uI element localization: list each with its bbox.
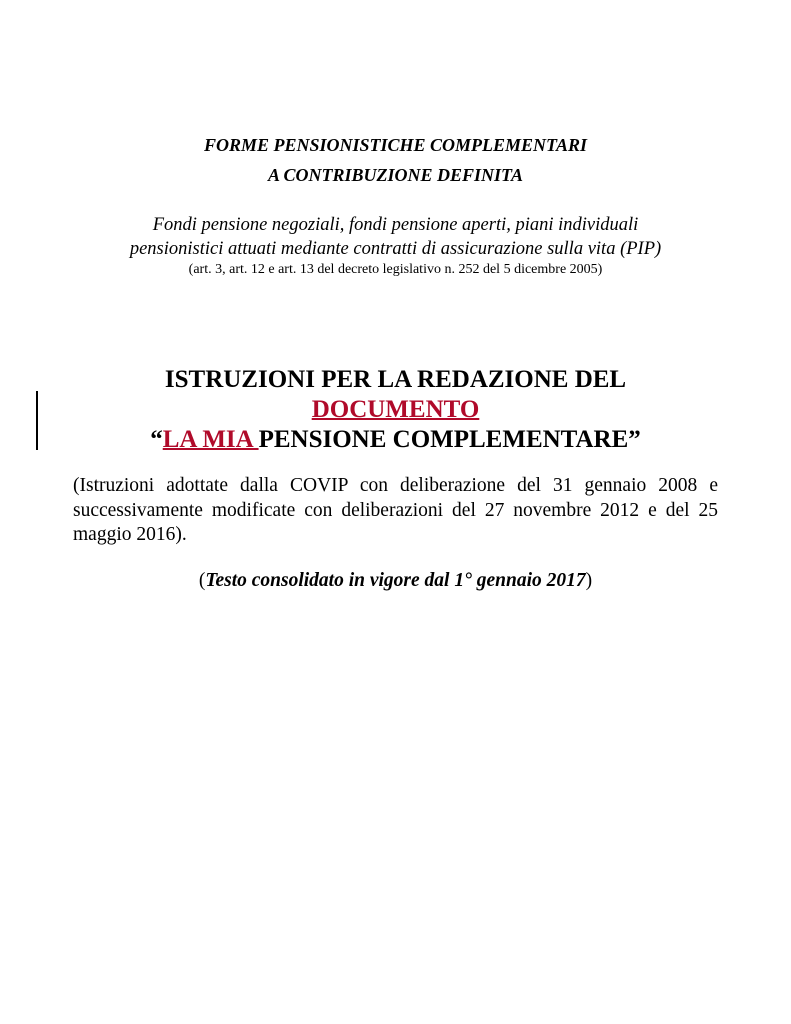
open-paren: ( [198, 570, 206, 591]
title-line-3-rest: PENSIONE COMPLEMENTARE” [258, 426, 641, 453]
consolidated-text-note [0, 568, 791, 594]
subtitle-line-2: pensionistici attuati mediante contratti di assicurazione sulla vita (PIP) [129, 239, 662, 259]
document-subtitle [0, 213, 791, 279]
legal-reference: (art. 3, art. 12 e art. 13 del decreto legislativo n. 252 del 5 dicembre 2005) [188, 262, 603, 277]
title-line-1: ISTRUZIONI PER LA REDAZIONE DEL [164, 366, 627, 393]
title-line-3 [0, 425, 791, 455]
revised-text-documento: DOCUMENTO [311, 396, 480, 423]
header-line-1: FORME PENSIONISTICHE COMPLEMENTARI [203, 135, 588, 155]
close-paren: ) [585, 570, 593, 591]
open-quote: “ [150, 426, 163, 453]
title-line-2 [0, 395, 791, 425]
revised-text-la-mia: LA MIA [162, 426, 259, 453]
document-title [0, 365, 791, 455]
header-line-2: A CONTRIBUZIONE DEFINITA [267, 165, 524, 185]
subtitle-line-1: Fondi pensione negoziali, fondi pensione aperti, piani individuali [152, 215, 639, 235]
instructions-paragraph: (Istruzioni adottate dalla COVIP con deliberazione del 31 gennaio 2008 e successivamente modificate con deliberazioni del 27 novembre 2012 e del 25 maggio 2016). [73, 475, 718, 545]
consolidated-text: Testo consolidato in vigore dal 1° gennaio 2017 [205, 570, 586, 591]
document-header [0, 130, 791, 190]
